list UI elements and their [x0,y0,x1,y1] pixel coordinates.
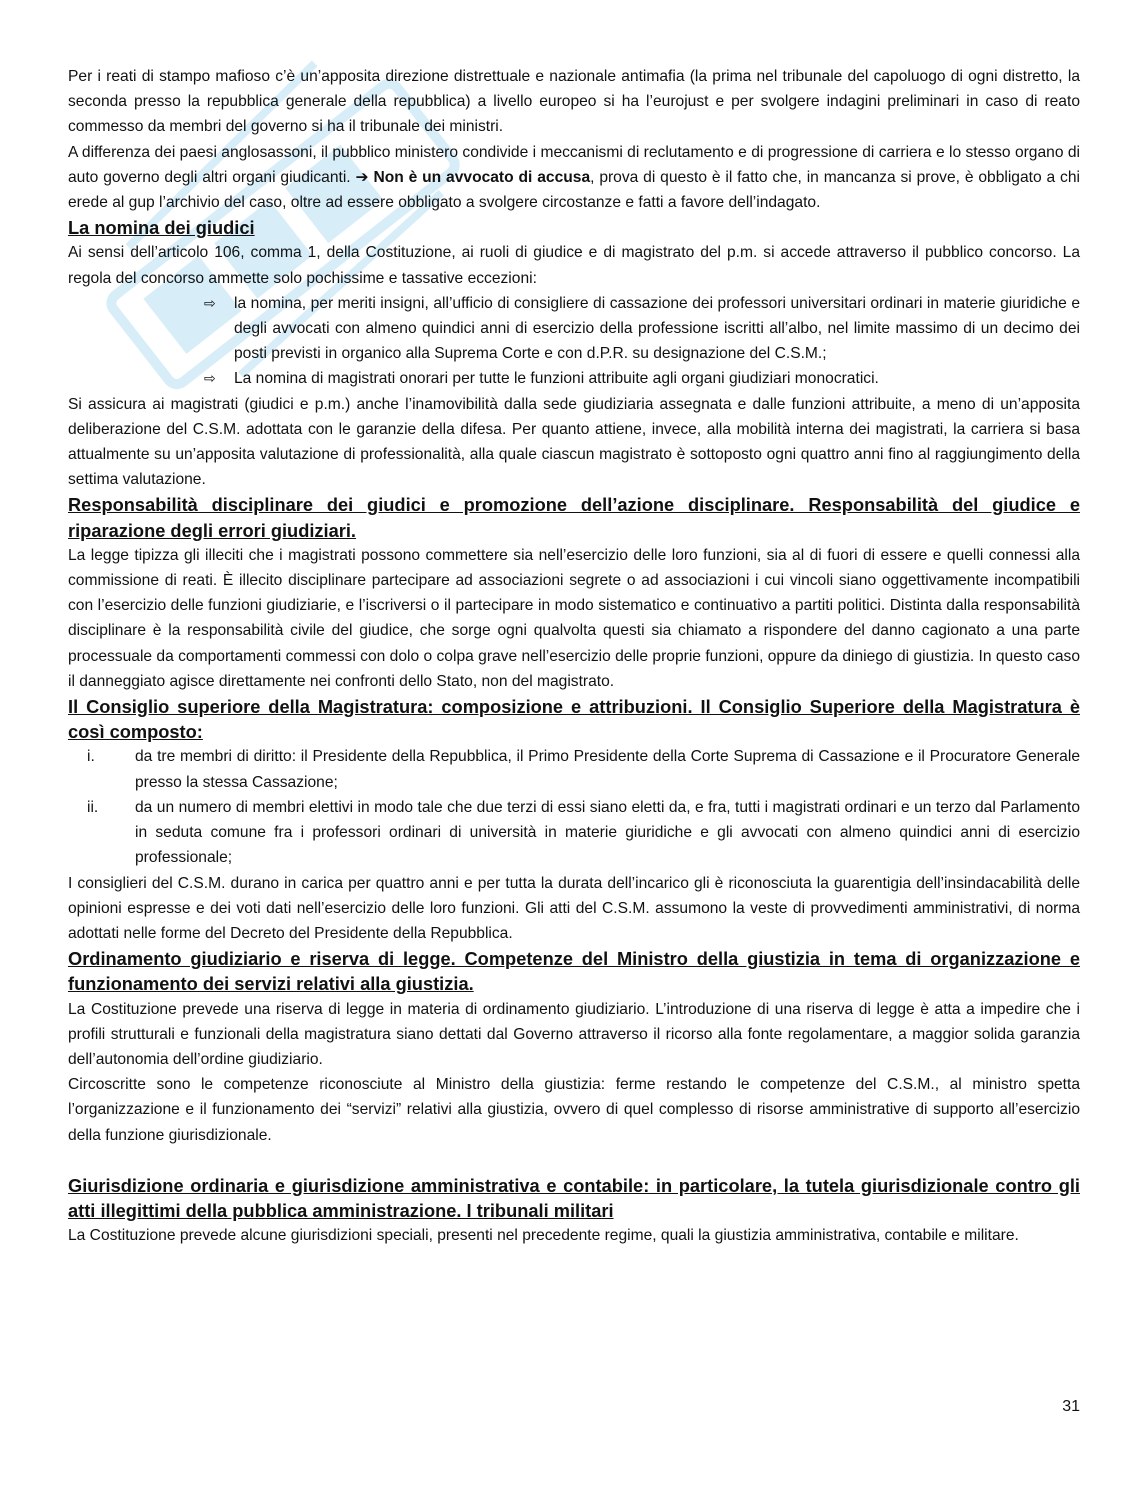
list-marker: ii. [87,798,99,816]
heading-nomina-giudici: La nomina dei giudici [68,217,255,239]
heading-csm: Il Consiglio superiore della Magistratura: composizione e attribuzioni. Il Consiglio Superiore della Magistratura è così composto: [68,696,1080,743]
paragraph-illeciti: La legge tipizza gli illeciti che i magistrati possono commettere sia nell’esercizio delle loro funzioni, sia al di fuori di essere e quelli connessi alla commissione di reati. È illecito disciplinare partecipare ad associazioni segrete o ad associazioni i cui vincoli siano oggettivamente incompatibili con l’esercizio delle funzioni giudiziarie, e l’iscriversi o il partecipare in modo sistematico e continuativo a partiti politici. Distinta dalla responsabilità disciplinare è la responsabilità civile del giudice, che sorge ogni qualvolta questi sia chiamato a rispondere del danno cagionato a una parte processuale da comportamenti commessi con dolo o colpa grave nell’esercizio delle proprie funzioni, oppure da diniego di giustizia. In questo caso il danneggiato agisce direttamente nei confronti dello Stato, non del magistrato. [68,546,1080,690]
page-number: 31 [1062,1398,1080,1415]
list-item [87,744,1080,794]
list-item-text: da un numero di membri elettivi in modo tale che due terzi di essi siano eletti da, e fra, tutti i magistrati ordinari e un terzo dal Parlamento in seduta comune fra i professori ordinari di università in materie giuridiche e gli avvocati con almeno quindici anni di esercizio professionale; [135,798,1080,867]
paragraph-inamovibilita: Si assicura ai magistrati (giudici e p.m.) anche l’inamovibilità dalla sede giudiziaria assegnata e dalle funzioni attribuite, a meno di un’apposita deliberazione del C.S.M. adottata con le garanzie della difesa. Per quanto attiene, invece, alla mobilità interna dei magistrati, la carriera si basa attualmente su un’apposita valutazione di professionalità, alla quale ciascun magistrato è sottoposto ogni quattro anni fino al raggiungimento della settima valutazione. [68,395,1080,489]
text-span: A differenza dei paesi anglosassoni, il pubblico ministero condivide i meccanismi di reclutamento e di progressione di carriera e lo stesso organo di auto governo degli altri organi giudicanti. [68,143,1080,186]
arrow-right-icon: ⇨ [204,370,216,387]
heading-responsabilita: Responsabilità disciplinare dei giudici e promozione dell’azione disciplinare. Responsabilità del giudice e riparazione degli errori giudiziari. [68,494,1080,541]
paragraph-antimafia: Per i reati di stampo mafioso c’è un’apposita direzione distrettuale e nazionale antimafia (la prima nel tribunale del capoluogo di ogni distretto, la seconda presso la repubblica generale della repubblica) a livello europeo si ha l’eurojust e per svolgere indagini preliminari in caso di reato commesso da membri del governo si ha il tribunale dei ministri. [68,68,1080,136]
paragraph-pubblico-ministero [68,140,1080,216]
csm-composition-list [68,744,1080,870]
text-span: , prova di questo è il fatto che, in mancanza si prove, è obbligato a chi erede al gup l’archivio del caso, oltre ad essere obbligato a svolgere circostanze e fatti a favore dell’indagato. [68,168,1080,212]
emphasis-text: Non è un avvocato di accusa [373,168,591,186]
arrow-right-icon: ⇨ [204,294,216,311]
list-item [204,291,1080,367]
paragraph-riserva-legge: La Costituzione prevede una riserva di legge in materia di ordinamento giudiziario. L’introduzione di una riserva di legge è atta a impedire che i profili strutturali e funzionali della magistratura siano dettati dal Governo attraverso il ricorso alla fonte regolamentare, a maggior solida garanzia dell’autonomia dell’ordine giudiziario. [68,1000,1080,1068]
paragraph-consiglieri: I consiglieri del C.S.M. durano in carica per quattro anni e per tutta la durata dell’incarico gli è riconosciuta la guarentigia dell’insindacabilità delle opinioni espresse e dei voti dati nell’esercizio delle loro funzioni. Gli atti del C.S.M. assumono la veste di provvedimenti amministrativi, di norma adottati nelle forme del Decreto del Presidente della Repubblica. [68,874,1080,942]
list-item [87,795,1080,871]
spacer [68,1148,1080,1173]
exceptions-list [68,291,1080,392]
list-item-text: da tre membri di diritto: il Presidente della Repubblica, il Primo Presidente della Corte Suprema di Cassazione e il Procuratore Generale presso la stessa Cassazione; [135,748,1080,791]
paragraph-giurisdizioni-speciali: La Costituzione prevede alcune giurisdizioni speciali, presenti nel precedente regime, quali la giustizia amministrativa, contabile e militare. [68,1227,1019,1245]
arrow-icon: ➔ [355,168,369,186]
list-item-text: la nomina, per meriti insigni, all’ufficio di consigliere di cassazione dei professori universitari ordinari in materie giuridiche e degli avvocati con almeno quindici anni di esercizio della professione iscritti all’albo, nel limite massimo di un decimo dei posti previsti in organico alla Suprema Corte e con d.P.R. su designazione del C.S.M.; [234,294,1080,363]
heading-ordinamento: Ordinamento giudiziario e riserva di legge. Competenze del Ministro della giustizia in tema di organizzazione e funzionamento dei servizi relativi alla giustizia. [68,948,1080,995]
list-item-text: La nomina di magistrati onorari per tutte le funzioni attribuite agli organi giudiziari monocratici. [234,370,879,388]
paragraph-ministro: Circoscritte sono le competenze riconosciute al Ministro della giustizia: ferme restando le competenze del C.S.M., al ministro spetta l’organizzazione e il funzionamento dei “servizi” relativi alla giustizia, ovvero di quel complesso di risorse amministrative di supporto all’esercizio della funzione giurisdizionale. [68,1076,1080,1144]
list-marker: i. [87,748,95,766]
document-page [68,64,1080,1248]
paragraph-concorso: Ai sensi dell’articolo 106, comma 1, della Costituzione, ai ruoli di giudice e di magistrato del p.m. si accede attraverso il pubblico concorso. La regola del concorso ammette solo pochissime e tassative eccezioni: [68,244,1080,287]
list-item [204,366,1080,391]
heading-giurisdizione: Giurisdizione ordinaria e giurisdizione amministrativa e contabile: in particolare, la tutela giurisdizionale contro gli atti illegittimi della pubblica amministrazione. I tribunali militari [68,1174,1080,1221]
